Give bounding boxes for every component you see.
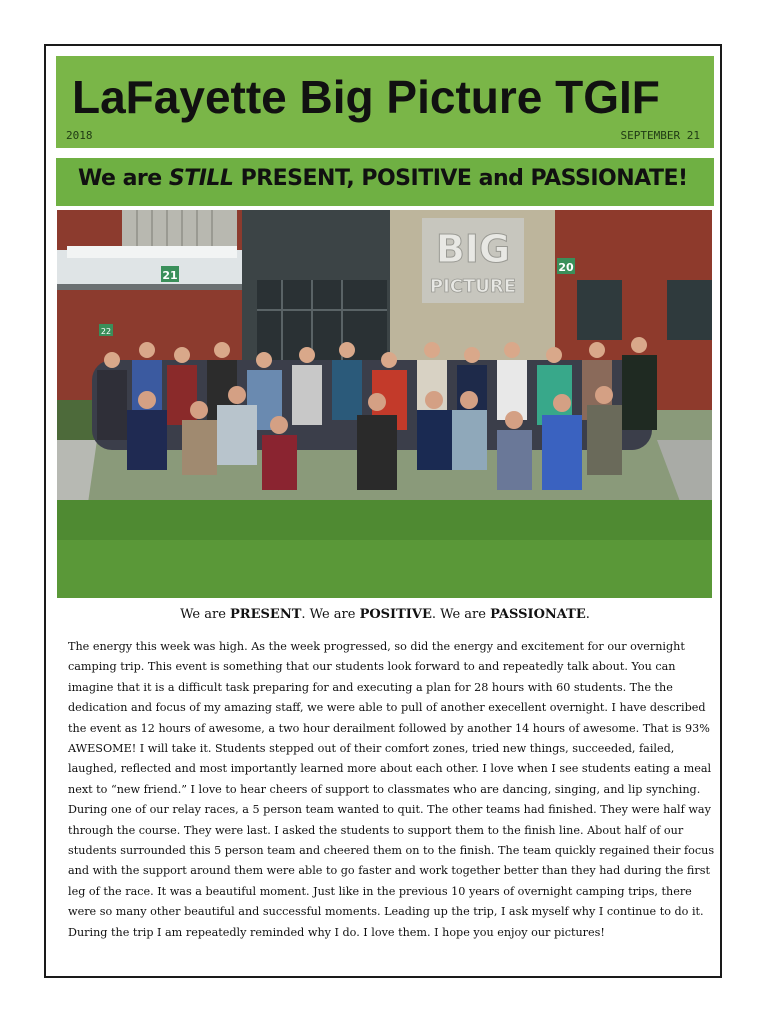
svg-text:21: 21: [162, 269, 178, 282]
tagline-text-1: We are: [180, 607, 231, 622]
newsletter-title: LaFayette Big Picture TGIF: [72, 71, 660, 123]
svg-text:20: 20: [558, 261, 574, 274]
tagline-word-passionate: PASSIONATE: [490, 607, 586, 622]
issue-year: 2018: [66, 129, 93, 142]
tagline-word-present: PRESENT: [230, 607, 302, 622]
group-photo: [57, 210, 712, 598]
svg-text:22: 22: [100, 327, 112, 336]
tagline-text-2: . We are: [301, 607, 360, 622]
svg-text:PICTURE: PICTURE: [429, 276, 517, 297]
tagline-text-4: .: [585, 607, 590, 622]
headline-italic: STILL: [168, 166, 234, 191]
group-photo-illustration: [57, 210, 712, 598]
tagline: [0, 607, 770, 622]
issue-date: SEPTEMBER 21: [620, 129, 700, 142]
tagline-text-3: . We are: [431, 607, 491, 622]
masthead: [56, 56, 714, 148]
headline: [78, 166, 688, 191]
headline-pre: We are: [78, 166, 169, 191]
svg-text:BIG: BIG: [435, 227, 511, 271]
article-body: The energy this week was high. As the week progressed, so did the energy and excitement for our overnight camping trip. This event is something that our students look forward to and repeatedly talk about. You can imagine that it is a difficult task preparing for and executing a plan for 28 hours with 60 students. The the dedication and focus of my amazing staff, we were able to pull of another execellent overnight. I have described the event as 12 hours of awesome, a two hour derailment followed by another 14 hours of awesome. That is 93% AWESOME! I will take it. Students stepped out of their comfort zones, tried new things, succeeded, failed, laughed, reflected and most importantly learned more about each other. I love when I see students eating a meal next to “new friend.” I love to hear cheers of support to classmates who are dancing, singing, and lip synching. During one of our relay races, a 5 person team wanted to quit. The other teams had finished. They were half way through the course. They were last. I asked the students to support them to the finish line. About half of our students surrounded this 5 person team and cheered them on to the finish. The team quickly regained their focus and with the support around them were able to go faster and work together better than they had during the first leg of the race. It was a beautiful moment. Just like in the previous 10 years of overnight camping trips, there were so many other beautiful and successful moments. Leading up the trip, I ask myself why I continue to do it. During the trip I am repeatedly reminded why I do. I love them. I hope you enjoy our pictures!: [68, 640, 715, 939]
headline-banner: [56, 158, 714, 206]
headline-post: PRESENT, POSITIVE and PASSIONATE!: [233, 166, 688, 191]
tagline-word-positive: POSITIVE: [359, 607, 432, 622]
